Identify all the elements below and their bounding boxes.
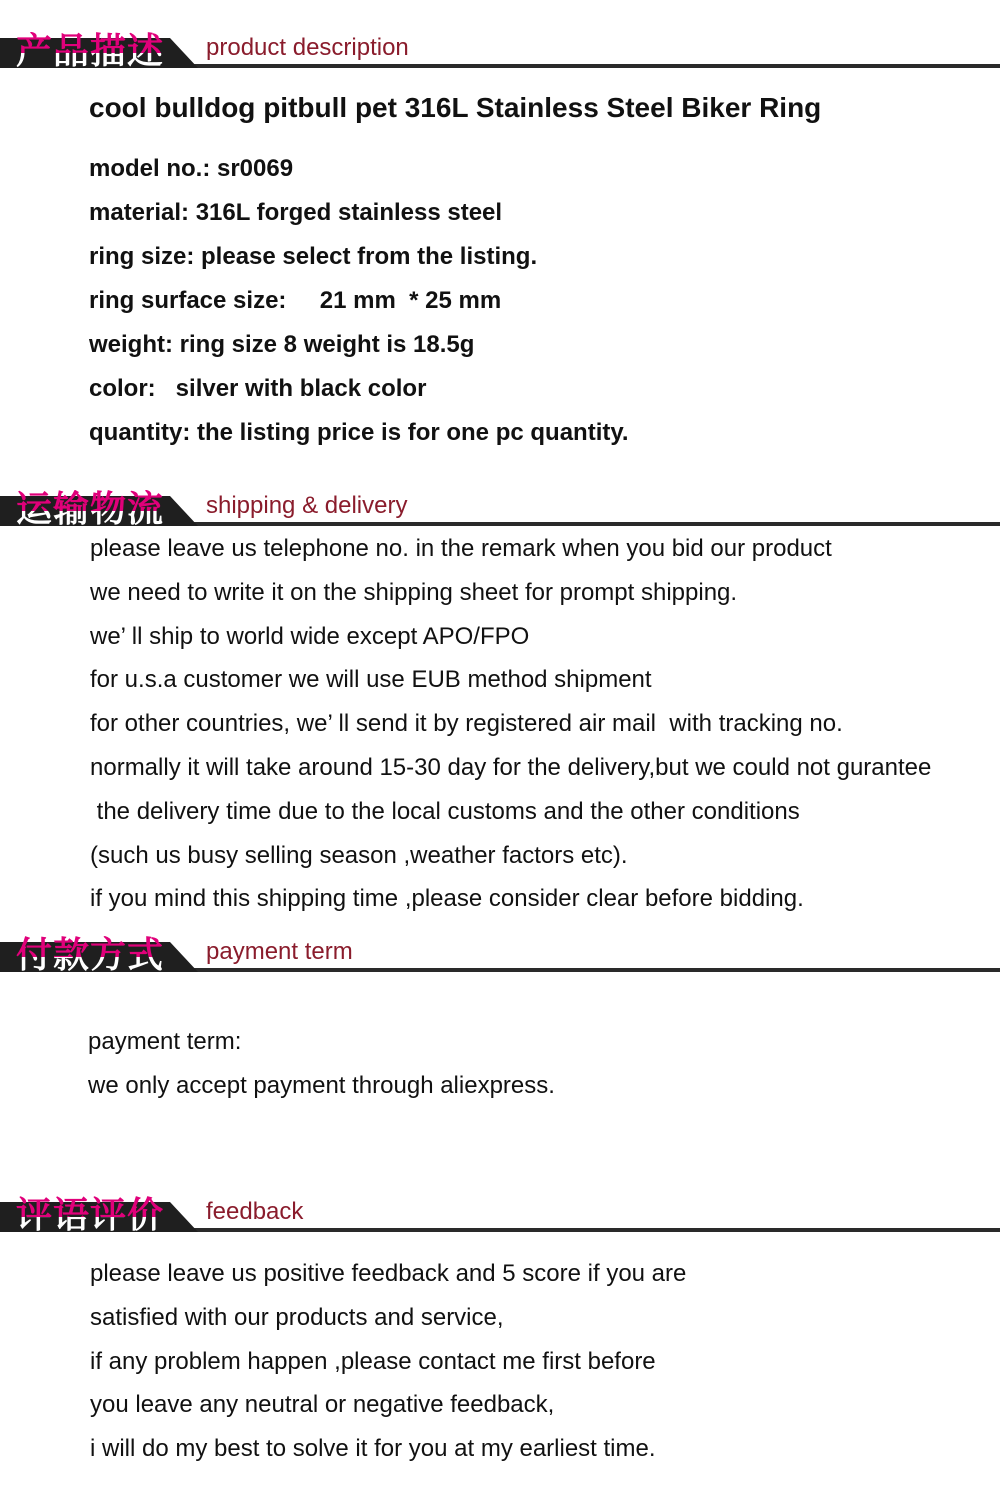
feedback-line: i will do my best to solve it for you at my earliest time. [90,1435,656,1463]
header-title-english: payment term [206,938,353,965]
shipping-text [90,532,931,926]
feedback-line: if any problem happen ,please contact me first before [90,1347,656,1375]
payment-text [88,1025,555,1113]
product-title: cool bulldog pitbull pet 316L Stainless Steel Biker Ring [89,92,822,123]
feedback-line: satisfied with our products and service, [90,1303,504,1331]
feedback-line: please leave us positive feedback and 5 score if you are [90,1260,687,1287]
shipping-line: (such us busy selling season ,weather factors etc). [90,841,628,869]
spec-surface-size: ring surface size: 21 mm * 25 mm [89,287,502,314]
shipping-line: we’ ll ship to world wide except APO/FPO [90,622,530,650]
header-title-english: product description [206,34,409,61]
spec-model: model no.: sr0069 [89,155,294,182]
header-title-chinese: 付款方式 [16,935,165,976]
product-specs [89,152,629,460]
payment-line: we only accept payment through aliexpress. [88,1071,555,1099]
spec-color: color: silver with black color [89,375,427,402]
feedback-line: you leave any neutral or negative feedback, [90,1391,555,1419]
shipping-line: if you mind this shipping time ,please consider clear before bidding. [90,885,804,913]
header-title-chinese: 产品描述 [16,31,165,72]
header-title-chinese: 运输物流 [16,489,165,530]
shipping-line: we need to write it on the shipping sheet for prompt shipping. [90,578,738,606]
spec-ring-size: ring size: please select from the listing. [89,243,538,270]
shipping-line: please leave us telephone no. in the remark when you bid our product [90,535,832,562]
spec-weight: weight: ring size 8 weight is 18.5g [89,331,475,358]
spec-quantity: quantity: the listing price is for one pc quantity. [89,419,629,446]
payment-line: payment term: [88,1028,242,1055]
header-title-chinese: 评语评价 [16,1195,165,1236]
shipping-line: normally it will take around 15-30 day for the delivery,but we could not gurantee [90,753,932,781]
shipping-line: the delivery time due to the local customs and the other conditions [90,797,800,825]
product-description-header [0,28,1000,72]
shipping-line: for u.s.a customer we will use EUB method shipment [90,666,652,694]
spec-material: material: 316L forged stainless steel [89,199,503,226]
shipping-line: for other countries, we’ ll send it by registered air mail with tracking no. [90,710,843,738]
shipping-delivery-header [0,486,1000,530]
header-title-english: feedback [206,1198,304,1225]
feedback-text [90,1257,686,1476]
feedback-header [0,1192,1000,1236]
header-title-english: shipping & delivery [206,492,408,519]
payment-term-header [0,932,1000,976]
